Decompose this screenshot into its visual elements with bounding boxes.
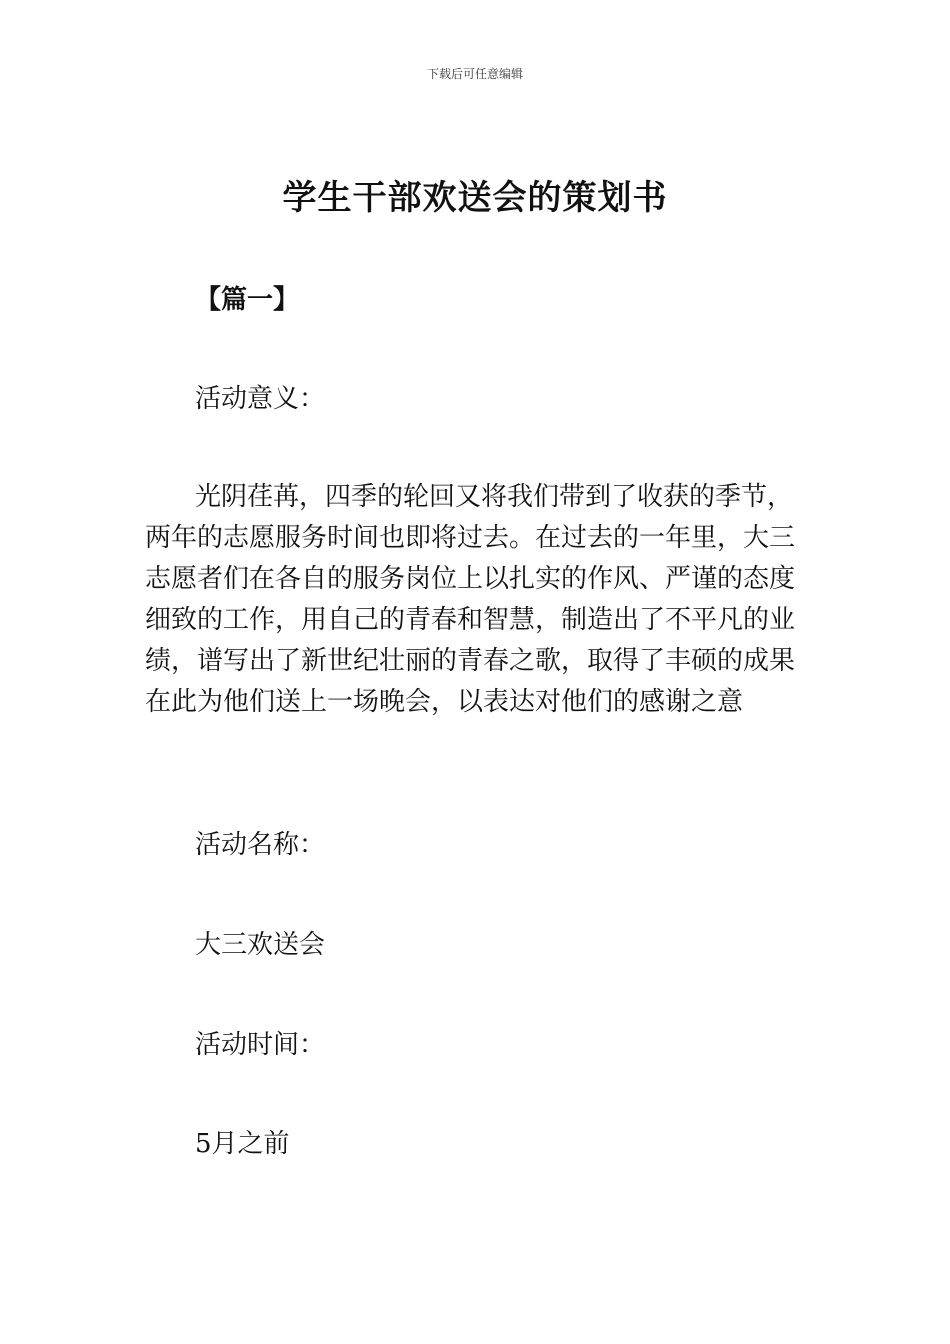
paragraph-line: 绩，谱写出了新世纪壮丽的青春之歌，取得了丰硕的成果 (145, 646, 796, 676)
document-title: 学生干部欢送会的策划书 (282, 178, 668, 218)
name-value: 大三欢送会 (195, 930, 326, 960)
section-label: 【篇一】 (195, 285, 300, 315)
time-heading: 活动时间： (195, 1030, 326, 1060)
paragraph-line: 在此为他们送上一场晚会，以表达对他们的感谢之意 (145, 687, 744, 717)
time-value: 5月之前 (195, 1129, 290, 1159)
paragraph-line: 细致的工作，用自己的青春和智慧，制造出了不平凡的业 (145, 605, 796, 635)
meaning-heading: 活动意义： (195, 384, 326, 414)
meaning-paragraph (145, 480, 825, 726)
name-heading: 活动名称： (195, 830, 326, 860)
paragraph-line: 光阴荏苒，四季的轮回又将我们带到了收获的季节， (195, 482, 794, 512)
paragraph-line: 志愿者们在各自的服务岗位上以扎实的作风、严谨的态度 (145, 564, 796, 594)
paragraph-line: 两年的志愿服务时间也即将过去。在过去的一年里，大三 (145, 523, 796, 553)
page-header-note: 下载后可任意编辑 (426, 67, 523, 81)
